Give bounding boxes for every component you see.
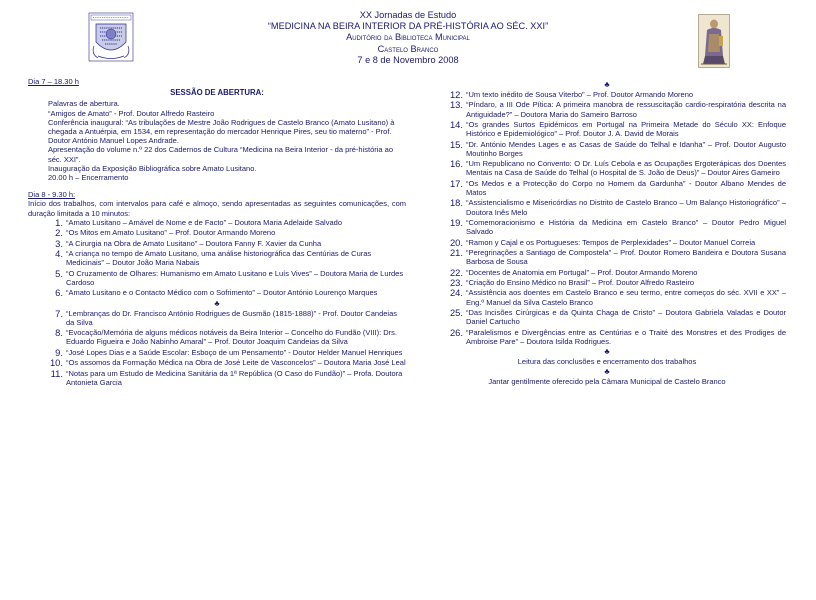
closing-dinner: Jantar gentilmente oferecido pela Câmara Municipal de Castelo Branco [488, 377, 726, 387]
list-item: 1. “Amato Lusitano – Amável de Nome e de Facto” – Doutora Maria Adelaide Salvado [55, 216, 342, 228]
right-column [428, 79, 786, 387]
opening-item: Inauguração da Exposição Bibliográfica sobre Amato Lusitano. [48, 163, 257, 173]
list-item: 4. “A criança no tempo de Amato Lusitano, uma análise historiográfica das Centúrias de Curas Medicinais” – Doutor João Maria Nabais [55, 248, 372, 268]
list-item: 10. “Os assomos da Formação Médica na Obra de José Leite de Vasconcelos” – Doutora Maria José Leal [49, 357, 406, 369]
event-title: “MEDICINA NA BEIRA INTERIOR DA PRÉ-HISTÓRIA AO SÉC. XXI” [267, 21, 549, 32]
day8-intro: Início dos trabalhos, com intervalos para café e almoço, sendo apresentadas as seguintes comunicações, com duração limitada a 10 minutos: [28, 199, 406, 218]
club-separator-icon: ♣ [604, 347, 610, 357]
list-item: 12. “Um texto inédito de Sousa Viterbo” – Prof. Doutor Armando Moreno [449, 89, 694, 100]
list-item: 8. “Evocação/Memória de alguns médicos notáveis da Beira Interior – Concelho do Fundão (VIII): Drs. Eduardo Figueira e João Nabinho Amaral” – Prof. Doutor Joaquim Candeias da Silva [55, 327, 397, 347]
opening-session-list [28, 99, 406, 182]
event-header [0, 10, 816, 66]
list-item: 20. “Ramon y Cajal e os Portugueses: Tempos de Perplexidades” – Doutor Manuel Correia [449, 236, 756, 248]
closing-conclusions: Leitura das conclusões e encerramento dos trabalhos [517, 357, 697, 367]
club-separator-icon: ♣ [604, 367, 610, 377]
talks-list-b [28, 309, 406, 387]
list-item: 17. “Os Medos e a Protecção do Corpo no Homem da Gardunha” - Doutor Albano Mendes de Matos [449, 177, 786, 197]
list-item: 26. “Paralelismos e Divergências entre as Centúrias e o Traité des Monstres et des Prodiges de Ambroise Pare” – Doutora Isilda Rodrigues. [449, 326, 786, 346]
list-item: 13. “Píndaro, a III Ode Pítica: A primeira manobra de ressuscitação cardio-respiratória descrita na Antiguidade?” – Doutora Maria do Sameiro Barroso [449, 99, 786, 119]
opening-item: 20.00 h – Encerramento [48, 173, 129, 183]
list-item: 9. “José Lopes Dias e a Saúde Escolar: Esboço de um Pensamento” - Doutor Helder Manuel Henriques [55, 346, 403, 358]
list-item: 24. “Assistência aos doentes em Castelo Branco e seu termo, entre começos do séc. XVII e XX” – Eng.º Manuel da Silva Castelo Branco [449, 287, 786, 307]
list-item: 16. “Um Republicano no Convento: O Dr. Luís Cebola e as Ocupações Ergoterápicas dos Doentes Mentais na Casa de Saúde do Telhal (o Hospital de S. João de Deus)” – Doutor Aires Gameiro [449, 158, 786, 178]
list-item: 3. “A Cirurgia na Obra de Amato Lusitano” – Doutora Fanny F. Xavier da Cunha [55, 237, 322, 249]
event-dates: 7 e 8 de Novembro 2008 [357, 54, 459, 65]
list-item: 25. “Das Incisões Cirúrgicas e da Quinta Chaga de Cristo” – Doutora Gabriela Valadas e Doutor Daniel Cartucho [449, 306, 786, 327]
list-item: 11. “Notas para um Estudo de Medicina Sanitária da 1ª República (O Caso do Fundão)” – Profa. Doutora Antonieta Garcia [50, 367, 403, 387]
day8-label: Dia 8 - 9.30 h: [28, 190, 76, 200]
event-city: Castelo Branco [377, 43, 439, 54]
list-item: 5. “O Cruzamento de Olhares: Humanismo em Amato Lusitano e Luís Vives” – Doutora Maria de Lurdes Cardoso [55, 267, 404, 287]
opening-item: “Amigos de Amato” - Prof. Doutor Alfredo Rasteiro [48, 108, 215, 118]
list-item: 7. “Lembranças do Dr. Francisco António Rodrigues de Gusmão (1815-1888)” - Prof. Doutor Candeias da Silva [55, 307, 397, 327]
day7-label: Dia 7 – 18.30 h [28, 77, 79, 86]
left-column [28, 77, 406, 388]
list-item: 15. “Dr. António Mendes Lages e as Casas de Saúde do Telhal e Idanha” – Prof. Doutor Augusto Moutinho Borges [449, 138, 786, 158]
opening-item: Conferência inaugural: “As tribulações de Mestre João Rodrigues de Castelo Branco (Amato Lusitano) à chegada a Antuérpia, em 1534, em representação do mercador Henrique Pires, seu tio materno” - Prof. Doutor António Manuel Lopes Andrade. [48, 117, 395, 146]
talks-list-a [28, 218, 406, 298]
list-item: 19. “Comemoracionismo e História da Medicina em Castelo Branco” – Doutor Pedro Miguel Salvado [449, 216, 786, 237]
club-separator-icon: ♣ [214, 298, 220, 308]
list-item: 22. “Docentes de Anatomia em Portugal” – Prof. Doutor Armando Moreno [449, 266, 698, 278]
opening-session-title: SESSÃO DE ABERTURA: [170, 88, 264, 98]
amato-lusitano-portrait-icon [698, 14, 730, 68]
list-item: 14. “Os grandes Surtos Epidémicos em Portugal na Primeira Metade do Século XX: Enfoque Histórico e Epidemiológico” – Prof. Doutor J. A. David de Morais [449, 118, 786, 139]
list-item: 23. “Criação do Ensino Médico no Brasil” – Prof. Doutor Alfredo Rasteiro [449, 276, 695, 288]
event-series: XX Jornadas de Estudo [359, 10, 457, 20]
event-venue: Auditório da Biblioteca Municipal [346, 32, 470, 43]
list-item: 6. “Amato Lusitano e o Contacto Médico com o Sofrimento” – Doutor António Lourenço Marques [55, 287, 378, 299]
talks-list-c [428, 90, 786, 346]
list-item: 21. “Peregrinações a Santiago de Compostela” – Prof. Doutor Romero Bandeira e Doutora Susana Barbosa de Sousa [449, 246, 786, 267]
list-item: 2. “Os Mitos em Amato Lusitano” – Prof. Doutor Armando Moreno [55, 227, 276, 239]
club-separator-icon: ♣ [604, 80, 610, 89]
opening-item: Palavras de abertura. [48, 99, 120, 109]
opening-item: Apresentação do volume n.º 22 dos Cadernos de Cultura “Medicina na Beira Interior - da pré-história ao séc. XXI”. [48, 145, 394, 164]
list-item: 18. “Assistencialismo e Misericórdias no Distrito de Castelo Branco – Um Balanço Historiográfico” – Doutora Inês Melo [449, 197, 786, 217]
